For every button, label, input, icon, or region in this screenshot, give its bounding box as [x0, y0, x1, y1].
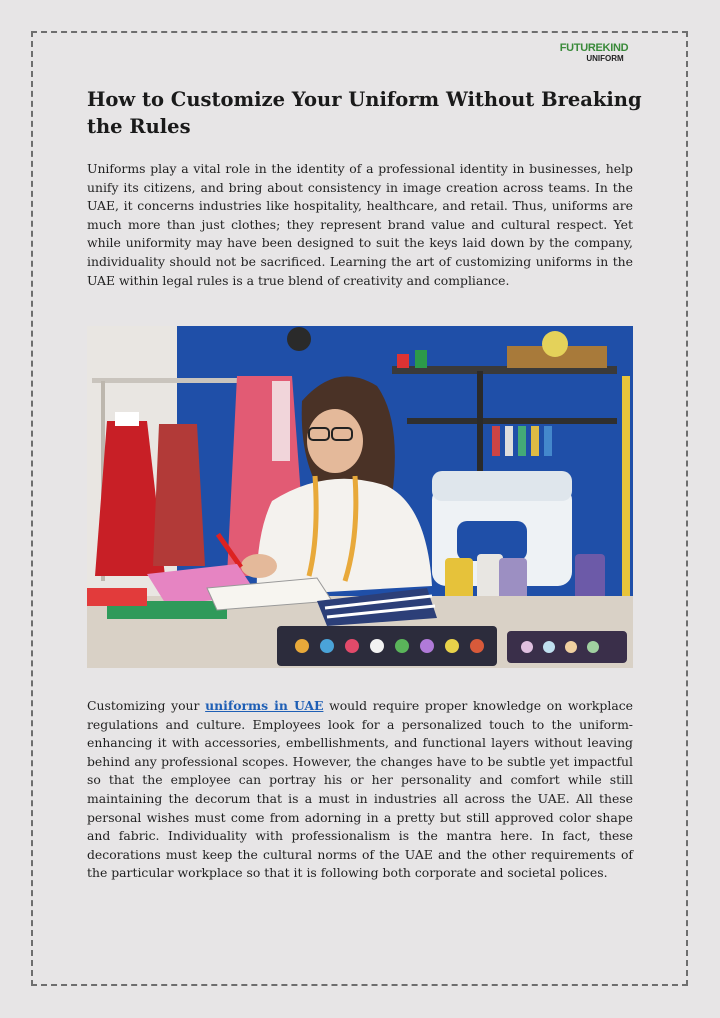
- tray-button-3: [345, 639, 359, 653]
- clothing-rack-bar: [92, 378, 242, 383]
- tray2-button-1: [521, 641, 533, 653]
- body-text-start: Customizing your: [87, 698, 206, 713]
- shelf-spool-2: [505, 426, 513, 456]
- tray-button-6: [420, 639, 434, 653]
- intro-paragraph: Uniforms play a vital role in the identity of a professional identity in businesses, help unify its citizens, and bring about consistency in image creation across teams. In the UAE, it concerns industries like hospitality, healthcare, and retail. Thus, uniforms are much more than just clothes; they represent brand value and cultural respect. Yet while uniformity may have been designed to suit the keys laid down by the company, individuality should not be sacrificed. Learning the art of customizing uniforms in the UAE within legal rules is a true blend of creativity and compliance.: [87, 161, 633, 288]
- button-tray: [277, 626, 497, 666]
- tray-button-4: [370, 639, 384, 653]
- red-fabric: [87, 588, 147, 606]
- woman-hand: [241, 554, 277, 578]
- logo-wordmark: FUTUREKIND: [559, 42, 629, 54]
- body-text-end: would require proper knowledge on workplace regulations and culture. Employees look for a personalized touch to the uniform-enhancing it with accessories, embellishments, and functional layers without leaving behind any professional scopes. However, the changes have to be subtle yet impactful so that the employee can portray his or her personality and comfort while still maintaining the decorum that is a must in industries all across the UAE. All these personal wishes must come from adorning in a pretty but still approved color shape and fabric. Individuality with professionalism is the mantra here. In fact, these decorations must keep the cultural norms of the UAE and the other requirements of the particular workplace so that it is following both corporate and societal polices.: [87, 698, 633, 881]
- tray-button-5: [395, 639, 409, 653]
- tape-measure-hanging: [622, 376, 630, 596]
- logo-subtitle: UNIFORM: [586, 54, 624, 63]
- tray-button-2: [320, 639, 334, 653]
- tailor-workshop-photo: [87, 326, 633, 668]
- brand-logo: [557, 42, 631, 64]
- uniforms-in-uae-link[interactable]: uniforms in UAE: [205, 698, 324, 713]
- blazer-lining: [272, 381, 290, 461]
- shelf-spool-5: [544, 426, 552, 456]
- article-title: How to Customize Your Uniform Without Breaking the Rules: [87, 88, 642, 138]
- shelf-jar-red: [397, 354, 409, 368]
- tray2-button-3: [565, 641, 577, 653]
- shelf-spool-1: [492, 426, 500, 456]
- shelf-middle: [407, 418, 617, 424]
- tray-button-7: [445, 639, 459, 653]
- shelf-spool-4: [531, 426, 539, 456]
- mannequin-top: [287, 327, 311, 351]
- tray-button-8: [470, 639, 484, 653]
- sewing-machine-top: [432, 471, 572, 501]
- tray-button-1: [295, 639, 309, 653]
- dress-collar: [115, 412, 139, 426]
- tray2-button-2: [543, 641, 555, 653]
- patterned-dress: [153, 424, 205, 566]
- shelf-ball: [542, 331, 568, 357]
- shelf-jar-green: [415, 350, 427, 368]
- photo-illustration: [87, 326, 633, 668]
- shelf-spool-3: [518, 426, 526, 456]
- body-paragraph: [87, 697, 633, 883]
- tray2-button-4: [587, 641, 599, 653]
